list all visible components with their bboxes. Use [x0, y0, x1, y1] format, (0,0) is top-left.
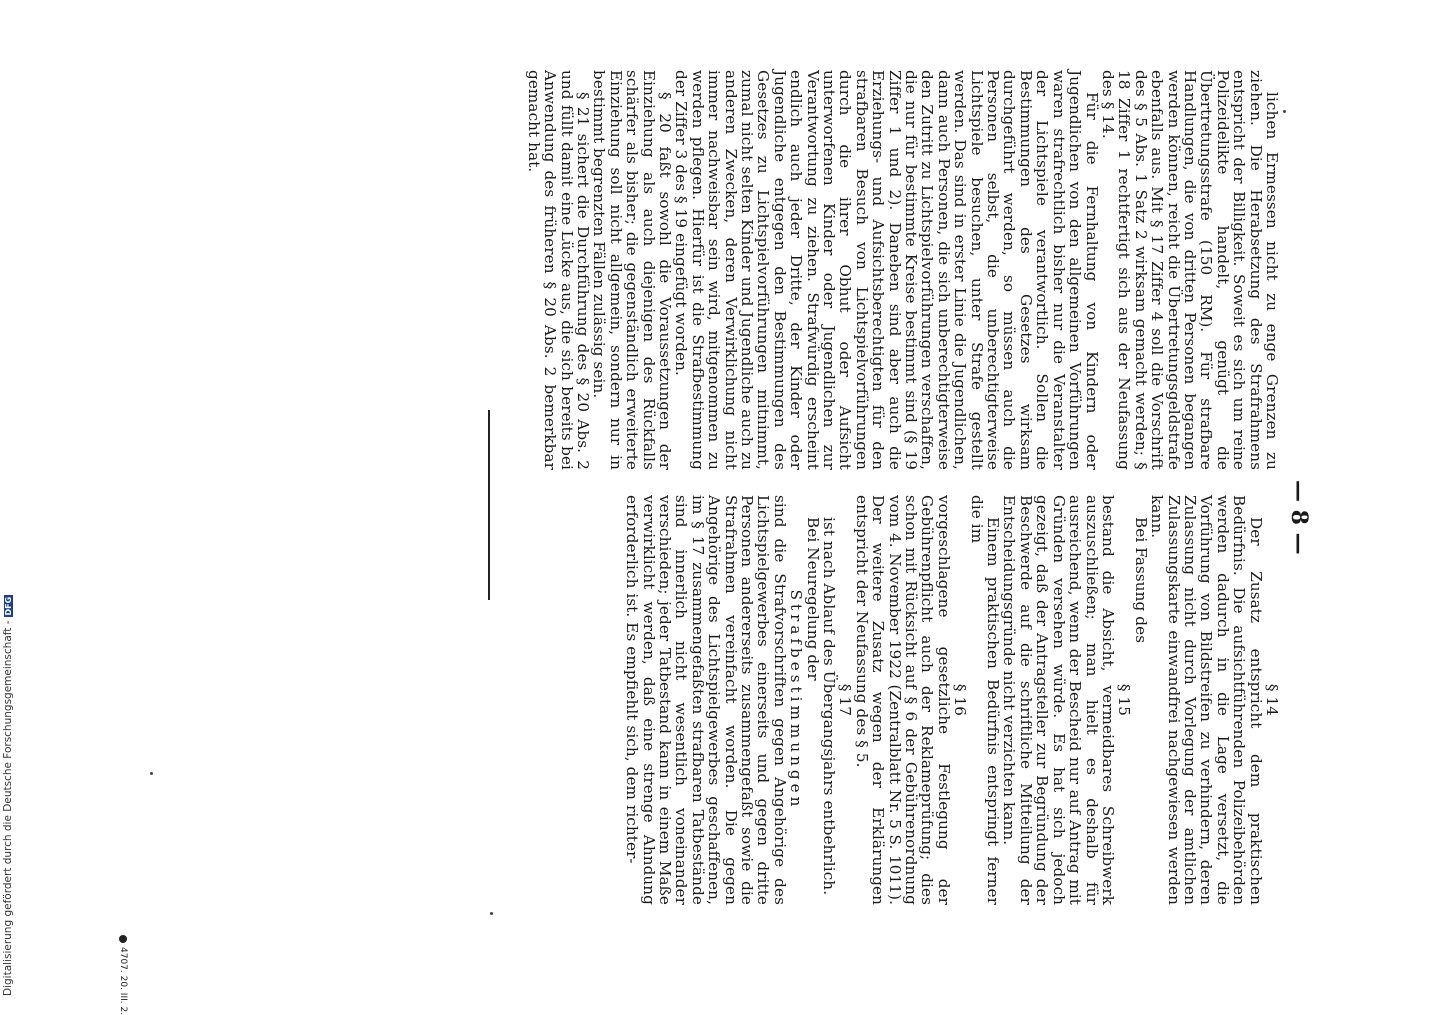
paragraph-p4: § 21 sichert die Durchführung des § 20 Abs. 2 und füllt damit eine Lücke aus, die sich bereits bei Anwendung des früheren § 20 Abs. 2 bemerkbar gemacht hat.	[524, 70, 592, 470]
section-15-text: bestand die Absicht, vermeidbares Schreibwerk auszuschließen; man hielt es deshalb für ausreichend, wenn der Bescheid nur auf Antrag mit Gründen versehen würde. Es hat sich jedoch gezeigt, daß der Antragsteller zur Begründung der Beschwerde auf die schriftliche Mitteilung der Entscheidungsgründe nicht verzichten kann.	[1000, 495, 1117, 905]
column-left	[525, 70, 1280, 470]
dfg-logo: DFG	[4, 596, 13, 616]
scan-speck	[150, 772, 153, 775]
section-18-intro: Bei Neuregelung der	[803, 517, 822, 681]
stamp-text: 4707. 20. III. 2.	[118, 947, 128, 1015]
strafbestimmungen-text: sind die Strafvorschriften gegen Angehörige des Lichtspielgewerbes einerseits und gegen dritte Personen andererseits zusammengefaßt sowie die Strafrahmen vereinfacht worden. Die gegen Angehörige des Lichtspielgewerbes geschaffenen, im § 17 zusammengefaßten strafbaren Tatbestände sind innerlich nicht wesentlich voneinander verschieden; jeder Tatbestand kann in einem Maße verwirklicht werden, daß eine strenge Ahndung erforderlich ist. Es empfiehlt sich, dem richter-	[623, 495, 789, 905]
section-15-intro: Bei Fassung des	[1131, 517, 1150, 644]
page-number: — 8 —	[1286, 480, 1312, 555]
end-rule	[488, 410, 490, 600]
strafbestimmungen-heading: Strafbestimmungen	[787, 589, 806, 811]
section-16-text: vorgeschlagene gesetzliche Festlegung der Gebührenpflicht auch der Reklameprüfung; dies schon mit Rücksicht auf § 6 der Gebührenordnung vom 4. November 1922 (Zentralblatt Nr. 5 S. 1011). Der weitere Zusatz wegen der Erklärungen entspricht der Neufassung des § 5.	[852, 495, 953, 905]
funding-note	[2, 596, 18, 996]
scanned-page	[520, 70, 1320, 910]
paragraph-p3: § 20 faßt sowohl die Voraussetzungen der Einziehung als auch diejenigen des Rückfalls schärfer als bisher; die gegenständlich erweiterte Einziehung soll nicht allgemein, sondern nur in bestimmt begrenzten Fällen zulässig sein.	[590, 70, 674, 470]
paragraph-p1: lichen Ermessen nicht zu enge Grenzen zu ziehen. Die Herabsetzung des Strafrahmens entspricht der Billigkeit. Soweit es sich um reine Polizeidelikte handelt, genügt die Übertretungsstrafe (150 RM). Für strafbare Handlungen, die von dritten Personen begangen werden können, reicht die Übertretungsgeldstrafe ebenfalls aus. Mit § 17 Ziffer 4 soll die Vorschrift des § 5 Abs. 1 Satz 2 wirksam gemacht werden; § 18 Ziffer 1 rechtfertigt sich aus der Neufassung des § 14.	[1098, 70, 1281, 470]
section-17-heading: § 17	[836, 683, 855, 717]
section-14-heading: § 14	[1263, 683, 1281, 717]
paragraph-p2: Für die Fernhaltung von Kindern oder Jugendlichen von den allgemeinen Vorführungen waren strafrechtlich bisher nur die Veranstalter der Lichtspiele verantwortlich. Sollen die Bestimmungen des Gesetzes wirksam durchgeführt werden, so müssen auch die Personen selbst, die unberechtigterweise Lichtspiele besuchen, unter Strafe gestellt werden. Das sind in erster Linie die Jugendlichen, dann auch Personen, die sich unberechtigterweise den Zutritt zu Lichtspielvorführungen verschaffen, die nur für bestimmte Kreise bestimmt sind (§ 19 Ziffer 1 und 2). Daneben sind aber auch die Erziehungs- und Aufsichtsberechtigten für den strafbaren Besuch von Lichtspielvorführungen durch die ihrer Obhut oder Aufsicht unterworfenen Kinder oder Jugendlichen zur Verantwortung zu ziehen. Strafwürdig erscheint endlich auch jeder Dritte, der Kinder oder Jugendliche entgegen den Bestimmungen des Gesetzes zu Lichtspielvorführungen mitnimmt, zumal nicht selten Kinder und Jugendliche auch zu anderen Zwecken, deren Verwirklichung nicht immer nachweisbar sein wird, mitgenommen zu werden pflegen. Hierfür ist die Strafbestimmung der Ziffer 3 des § 19 eingefügt worden.	[672, 70, 1101, 470]
print-stamp	[118, 935, 128, 1015]
section-16-intro: Einem praktischen Bedürfnis entspringt ferner die im	[967, 495, 1003, 905]
section-16-heading: § 16	[951, 683, 970, 717]
section-17-text: ist nach Ablauf des Übergangsjahrs entbehrlich.	[820, 517, 839, 896]
column-right	[624, 495, 1280, 905]
stamp-circle-icon	[120, 935, 128, 943]
section-14-text: Der Zusatz entspricht dem praktischen Bedürfnis. Die aufsichtführenden Polizeibehörden werden dadurch in die Lage versetzt, die Vorführung von Bildstreifen zu verhindern, deren Zulassung nicht durch Vorlegung der amtlichen Zulassungskarte einwandfrei nachgewiesen werden kann.	[1148, 495, 1265, 905]
funding-text: Digitalisierung gefördert durch die Deutsche Forschungsgemeinschaft -	[2, 620, 14, 996]
scan-speck	[1283, 110, 1286, 113]
section-15-heading: § 15	[1115, 683, 1134, 717]
scan-speck	[490, 912, 493, 915]
